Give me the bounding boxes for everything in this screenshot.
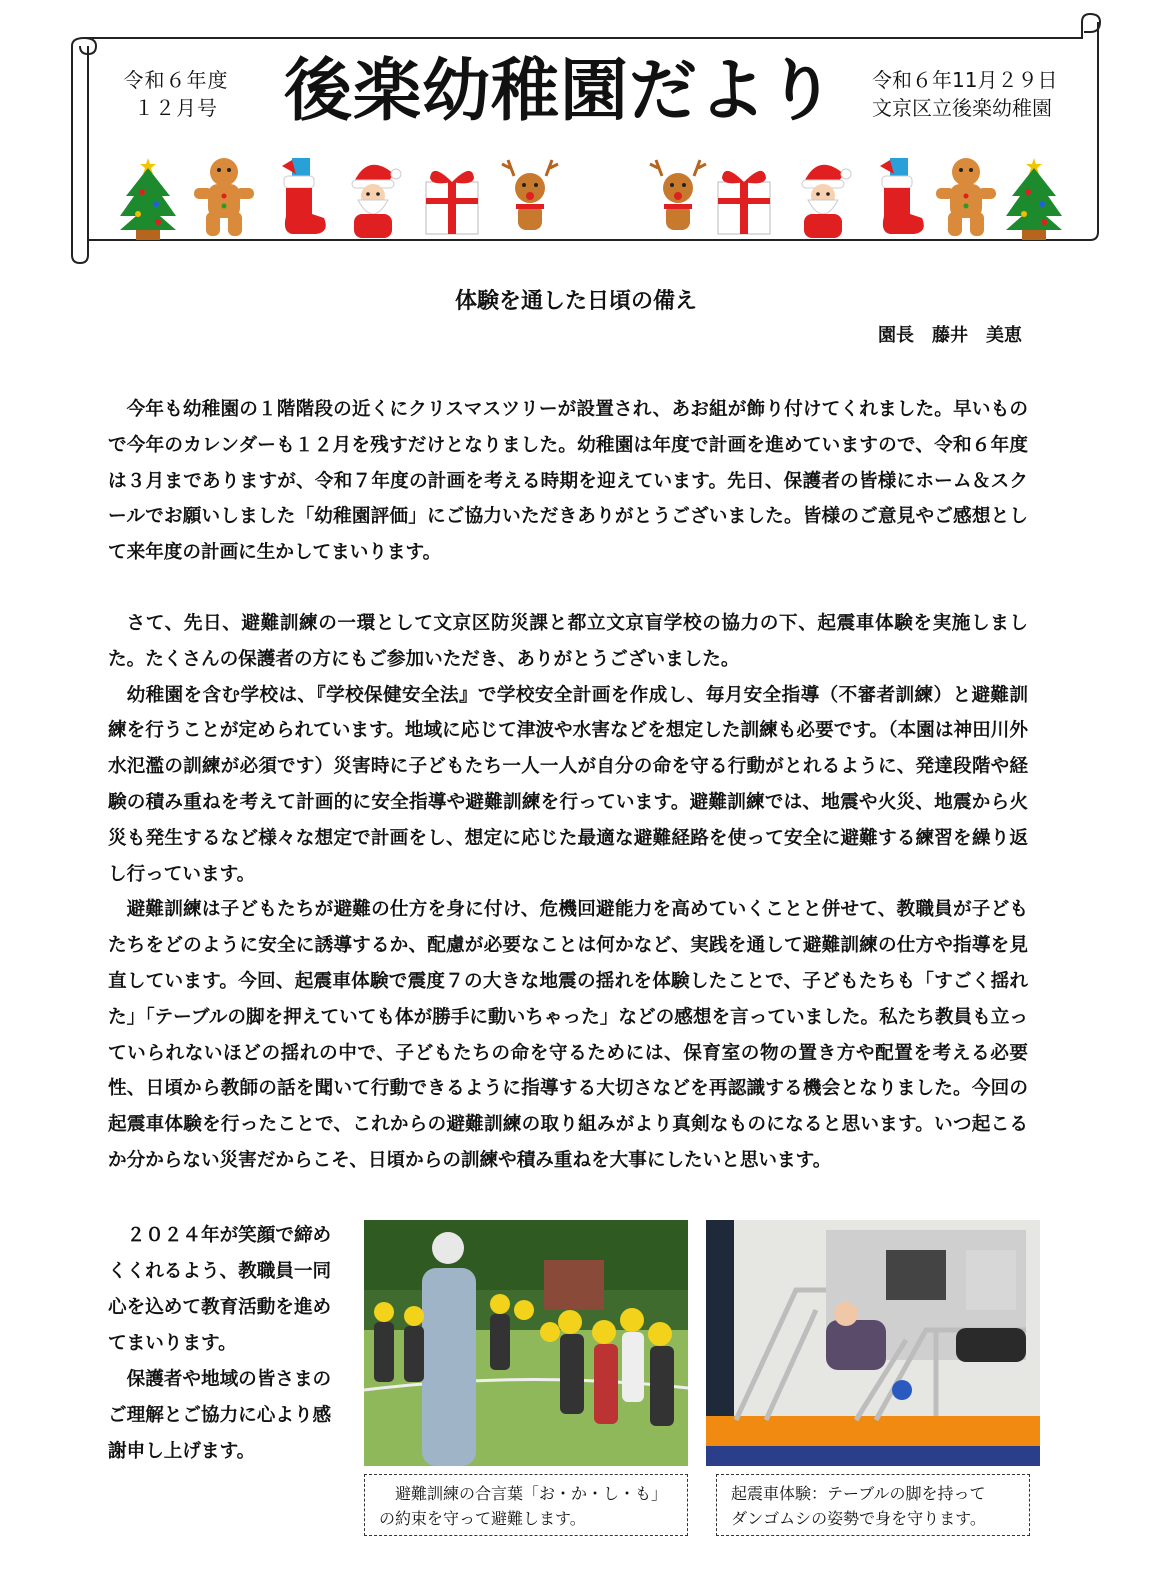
paragraph: 避難訓練は子どもたちが避難の仕方を身に付け、危機回避能力を高めていくことと併せて、教職員が子どもたちをどのように安全に誘導するか、配慮が必要なことは何かなど、実践を通して避難訓練の仕方や指導を見直しています。今回、起震車体験で震度７の大きな地震の揺れを体験したことで、子どもたちも「すごく揺れた」「テーブルの脚を押えていても体が勝手に動いちゃった」などの感想を言っていました。私たち教員も立っていられないほどの揺れの中で、子どもたちの命を守るためには、保育室の物の置き方や配置を考える必要性、日頃から教師の話を聞いて行動できるように指導する大切さなどを再認識する機会となりました。今回の起震車体験を行ったことで、これからの避難訓練の取り組みがより真剣なものになると思います。いつ起こるか分からない災害だからこそ、日頃からの訓練や積み重ねを大事にしたいと思います。 — [108, 899, 1028, 1171]
caption-line: の約束を守って避難します。 — [379, 1509, 586, 1528]
school-name: 文京区立後楽幼稚園 — [872, 96, 1052, 120]
evacuation-drill-photo — [364, 1220, 688, 1466]
issue-month: １２月号 — [134, 96, 218, 120]
truck-photo-caption — [716, 1474, 1030, 1536]
reindeer-icon — [642, 152, 714, 240]
closing-paragraph: ２０２４年が笑顔で締めくくれるよう、教職員一同心を込めて教育活動を進めてまいります。 — [108, 1225, 332, 1354]
caption-line: ダンゴムシの姿勢で身を守ります。 — [731, 1509, 986, 1528]
stocking-icon — [262, 152, 334, 240]
decor-row-left — [112, 152, 572, 242]
intro-paragraphs — [108, 392, 1028, 571]
earthquake-truck-photo — [706, 1220, 1040, 1466]
issue-date-block — [872, 66, 1082, 122]
article-title: 体験を通した日頃の備え — [454, 289, 697, 314]
closing-message — [108, 1218, 348, 1470]
main-paragraphs — [108, 606, 1028, 1179]
article-author: 園長 藤井 美恵 — [878, 325, 1022, 346]
stocking-icon — [860, 152, 932, 240]
closing-paragraph: 保護者や地域の皆さまのご理解とご協力に心より感謝申し上げます。 — [108, 1369, 332, 1462]
caption-line: 起震車体験：テーブルの脚を持って — [731, 1484, 986, 1503]
paragraph: 幼稚園を含む学校は、『学校保健安全法』で学校安全計画を作成し、毎月安全指導（不審者訓練）と避難訓練を行うことが定められています。地域に応じて津波や水害などを想定した訓練も必要です。（本園は神田川外水氾濫の訓練が必須です）災害時に子どもたち一人一人が自分の命を守る行動がとれるように、発達段階や経験の積み重ねを考えて計画的に安全指導や避難訓練を行っています。避難訓練では、地震や火災、地震から火災も発生するなど様々な想定で計画をし、想定に応じた最適な避難経路を使って安全に避難する練習を繰り返し行っています。 — [108, 684, 1028, 885]
present-icon — [416, 152, 488, 240]
issue-date: 令和６年11月２９日 — [872, 68, 1058, 92]
gingerbread-icon — [930, 152, 1002, 240]
christmas-tree-icon — [112, 152, 184, 240]
christmas-tree-icon — [998, 152, 1070, 240]
newsletter-title: 後楽幼稚園だより — [283, 52, 836, 131]
santa-icon — [338, 152, 410, 240]
gingerbread-icon — [188, 152, 260, 240]
issue-label — [112, 66, 240, 122]
issue-year: 令和６年度 — [123, 68, 229, 92]
present-icon — [708, 152, 780, 240]
header-banner — [0, 0, 1152, 280]
caption-line: 避難訓練の合言葉「お・か・し・も」 — [395, 1484, 668, 1503]
drill-photo-caption — [364, 1474, 688, 1536]
paragraph: さて、先日、避難訓練の一環として文京区防災課と都立文京盲学校の協力の下、起震車体験を実施しました。たくさんの保護者の方にもご参加いただき、ありがとうございました。 — [108, 613, 1028, 670]
paragraph: 今年も幼稚園の１階階段の近くにクリスマスツリーが設置され、あお組が飾り付けてくれました。早いもので今年のカレンダーも１２月を残すだけとなりました。幼稚園は年度で計画を進めていますので、令和６年度は３月までありますが、令和７年度の計画を考える時期を迎えています。先日、保護者の皆様にホーム＆スクールでお願いしました「幼稚園評価」にご協力いただきありがとうございました。皆様のご意見やご感想として来年度の計画に生かしてまいります。 — [108, 399, 1028, 564]
reindeer-icon — [494, 152, 566, 240]
santa-icon — [788, 152, 860, 240]
decor-row-right — [642, 152, 1062, 242]
